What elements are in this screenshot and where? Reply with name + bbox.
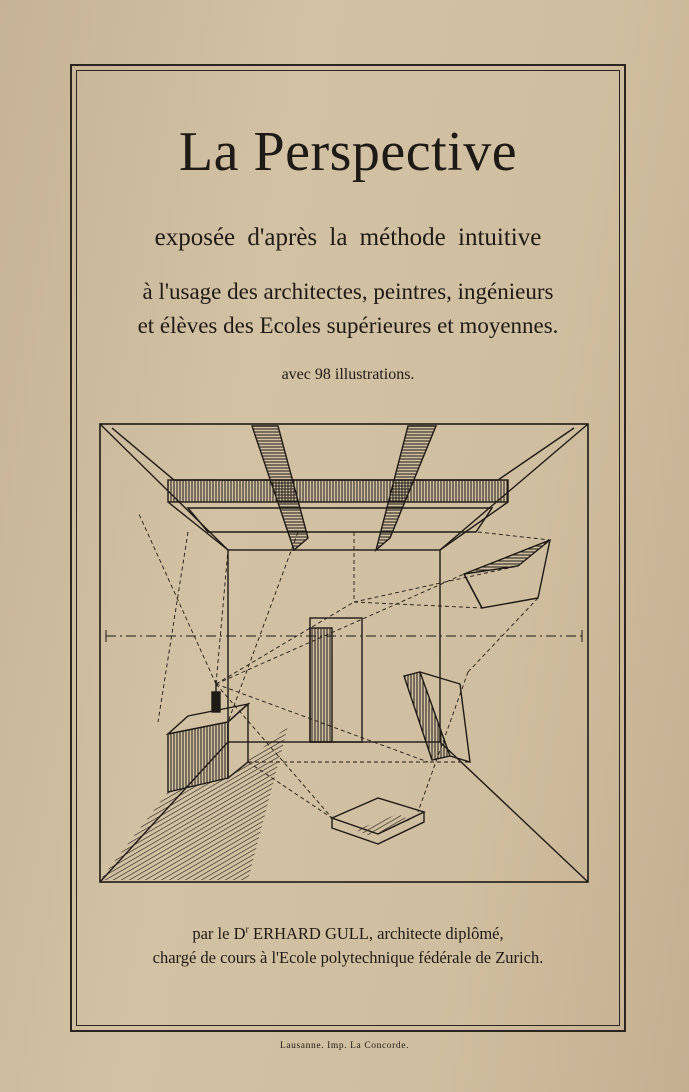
subtitle-line-2: à l'usage des architectes, peintres, ingénieurs — [142, 279, 554, 304]
subtitle-line-1: exposée d'après la méthode intuitive — [154, 224, 542, 251]
printer-imprint: Lausanne. Imp. La Concorde. — [279, 1041, 410, 1051]
subtitle-line-3: et élèves des Ecoles supérieures et moyennes. — [137, 313, 559, 338]
author-line: par le $D^r$ ERHARD GULL, architecte diplômé, — [192, 924, 504, 943]
book-title: La Perspective — [178, 121, 518, 183]
author-affiliation: chargé de cours à l'Ecole polytechnique fédérale de Zurich. — [152, 948, 544, 967]
illustrations-note: avec 98 illustrations. — [281, 366, 415, 383]
perspective-room-illustration — [98, 422, 590, 884]
